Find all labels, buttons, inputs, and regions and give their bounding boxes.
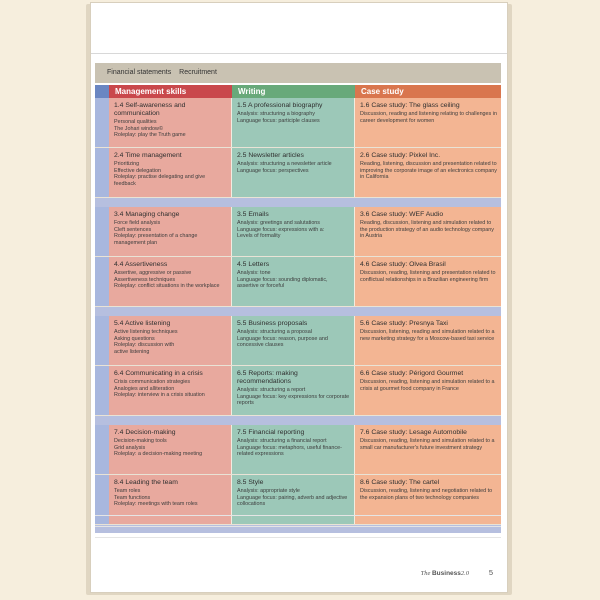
unit-detail: Asking questions	[114, 335, 155, 342]
case-study-cell	[355, 366, 501, 415]
writing-cell	[232, 475, 355, 524]
footer-rule	[95, 537, 501, 538]
header-right: Recruitment	[179, 69, 217, 76]
management-cell	[109, 148, 232, 197]
unit-title: 6.5 Reports: making recommendations	[237, 370, 298, 385]
management-cell	[109, 425, 232, 474]
writing-cell	[232, 257, 355, 306]
unit-title: 3.6 Case study: WEF Audio	[360, 211, 444, 218]
contents-grid	[95, 98, 501, 533]
case-study-cell	[355, 475, 501, 524]
unit-detail: Analysis: structuring a newsletter article	[237, 161, 332, 167]
writing-cell	[232, 207, 355, 256]
unit-title: 3.4 Managing change	[114, 211, 180, 218]
header-band	[95, 63, 501, 83]
book-page	[90, 2, 508, 593]
unit-row	[95, 475, 501, 525]
unit-detail: Analysis: greetings and salutations	[237, 220, 321, 226]
writing-cell	[232, 366, 355, 415]
unit-detail: Levels of formality	[237, 233, 281, 240]
column-stub	[95, 85, 109, 98]
management-cell	[109, 207, 232, 256]
unit-detail: active listening	[114, 348, 150, 355]
unit-detail: The Johari window©	[114, 125, 163, 132]
unit-detail: Personal qualities	[114, 119, 157, 125]
unit-title: 4.5 Letters	[237, 261, 270, 268]
management-cell	[109, 98, 232, 147]
unit-title: 2.6 Case study: Pixkel Inc.	[360, 152, 441, 159]
unit-title: 7.5 Financial reporting	[237, 429, 305, 436]
column-case-study: Case study	[355, 85, 501, 98]
unit-row	[95, 207, 501, 257]
unit-detail: Language focus: participle clauses	[237, 117, 320, 124]
case-study-cell	[355, 257, 501, 306]
row-stub	[95, 98, 109, 147]
unit-detail: Discussion, reading, listening and negotiation related to the expansion plans of two technology companies	[360, 488, 493, 501]
unit-detail: Roleplay: a decision-making meeting	[114, 451, 203, 458]
unit-detail: Effective delegation	[114, 167, 161, 174]
writing-cell	[232, 148, 355, 197]
unit-detail: Decision-making tools	[114, 438, 167, 444]
column-headers	[95, 85, 501, 98]
footer-rule	[95, 526, 501, 527]
case-study-cell	[355, 316, 501, 365]
row-stub	[95, 425, 109, 474]
unit-detail: Roleplay: practise delegating and give feedback	[114, 174, 206, 187]
unit-title: 4.4 Assertiveness	[114, 261, 168, 268]
row-stub	[95, 316, 109, 365]
footer-rule	[95, 515, 501, 516]
management-cell	[109, 257, 232, 306]
case-study-cell	[355, 148, 501, 197]
unit-title: 6.6 Case study: Périgord Gourmet	[360, 370, 464, 377]
unit-detail: Roleplay: conflict situations in the workplace	[114, 283, 220, 290]
column-writing: Writing	[232, 85, 355, 98]
unit-detail: Roleplay: presentation of a change management plan	[114, 233, 198, 246]
unit-detail: Language focus: reason, purpose and concessive clauses	[237, 335, 328, 349]
unit-detail: Reading, listening, discussion and presentation related to improving the corporate image of an electronics company in California	[360, 161, 497, 181]
header-left: Financial statements	[107, 69, 172, 76]
case-study-cell	[355, 98, 501, 147]
unit-detail: Crisis communication strategies	[114, 379, 191, 385]
unit-row	[95, 148, 501, 198]
writing-cell	[232, 98, 355, 147]
unit-title: 7.6 Case study: Lesage Automobile	[360, 429, 467, 436]
unit-detail: Language focus: expressions with a:	[237, 226, 325, 233]
unit-title: 8.4 Leading the team	[114, 479, 178, 486]
unit-detail: Roleplay: play the Truth game	[114, 132, 186, 139]
unit-detail: Discussion, reading, listening and simulation related to a crisis at gourmet food company in France	[360, 379, 495, 392]
unit-detail: Analysis: structuring a financial report	[237, 438, 327, 444]
page-number: 5	[488, 568, 493, 577]
unit-detail: Roleplay: interview in a crisis situation	[114, 392, 205, 399]
unit-detail: Language focus: pairing, adverb and adjective collocations	[237, 494, 348, 508]
unit-detail: Roleplay: discussion with	[114, 342, 175, 349]
unit-detail: Analysis: appropriate style	[237, 488, 300, 494]
unit-detail: Active listening techniques	[114, 329, 178, 335]
unit-detail: Language focus: perspectives	[237, 167, 309, 174]
unit-row	[95, 257, 501, 307]
unit-detail: Discussion, listening, reading and simulation related to a new marketing strategy for a Moscow-based taxi service	[360, 329, 495, 342]
unit-detail: Force field analysis	[114, 220, 161, 226]
unit-title: 5.6 Case study: Presnya Taxi	[360, 320, 448, 327]
writing-cell	[232, 425, 355, 474]
management-cell	[109, 316, 232, 365]
unit-detail: Cleft sentences	[114, 226, 152, 233]
column-management: Management skills	[109, 85, 232, 98]
unit-row	[95, 425, 501, 475]
unit-title: 8.5 Style	[237, 479, 264, 486]
unit-title: 2.4 Time management	[114, 152, 182, 159]
unit-title: 8.6 Case study: The cartel	[360, 479, 440, 486]
unit-detail: Reading, discussion, listening and simulation related to the production strategy of an audio technology company in Austria	[360, 220, 494, 240]
unit-title: 1.5 A professional biography	[237, 102, 323, 109]
unit-detail: Language focus: sounding diplomatic, assertive or forceful	[237, 276, 328, 290]
unit-detail: Discussion, reading, listening and simulation related to a small car manufacturer's future investment strategy	[360, 438, 495, 451]
unit-detail: Language focus: key expressions for corporate reports	[237, 393, 350, 407]
unit-title: 4.6 Case study: Olvea Brasil	[360, 261, 446, 268]
unit-title: 5.4 Active listening	[114, 320, 171, 327]
case-study-cell	[355, 207, 501, 256]
unit-detail: Roleplay: meetings with team roles	[114, 501, 198, 508]
unit-row	[95, 316, 501, 366]
unit-detail: Team roles	[114, 488, 141, 494]
unit-detail: Discussion, reading, listening and presentation related to conflictual relationships in a Brazilian engineering firm	[360, 270, 496, 283]
page-footer	[421, 568, 493, 577]
row-stub	[95, 257, 109, 306]
unit-row	[95, 98, 501, 148]
unit-title: 2.5 Newsletter articles	[237, 152, 304, 159]
row-stub	[95, 366, 109, 415]
case-study-cell	[355, 425, 501, 474]
unit-detail: Assertive, aggressive or passive	[114, 270, 192, 276]
section-separator	[95, 307, 501, 316]
unit-detail: Grid analysis	[114, 444, 146, 451]
unit-title: 7.4 Decision-making	[114, 429, 176, 436]
unit-detail: Analysis: structuring a proposal	[237, 329, 312, 335]
brand-logo: The Business2.0	[420, 570, 470, 577]
row-stub	[95, 207, 109, 256]
unit-row	[95, 366, 501, 416]
unit-detail: Analysis: structuring a report	[237, 387, 306, 393]
unit-detail: Analysis: structuring a biography	[237, 111, 315, 117]
section-separator	[95, 198, 501, 207]
unit-title: 5.5 Business proposals	[237, 320, 308, 327]
management-cell	[109, 475, 232, 524]
unit-detail: Analysis: tone	[237, 270, 271, 276]
unit-detail: Assertiveness techniques	[114, 276, 176, 283]
unit-title: 6.4 Communicating in a crisis	[114, 370, 203, 377]
row-stub	[95, 148, 109, 197]
unit-detail: Prioritizing	[114, 161, 140, 167]
unit-detail: Discussion, reading and listening relating to challenges in career development for women	[360, 111, 497, 124]
writing-cell	[232, 316, 355, 365]
unit-detail: Language focus: metaphors, useful finance-related expressions	[237, 444, 342, 458]
unit-title: 3.5 Emails	[237, 211, 269, 218]
unit-title: 1.6 Case study: The glass ceiling	[360, 102, 460, 109]
management-cell	[109, 366, 232, 415]
top-rule	[91, 53, 507, 54]
unit-detail: Analogies and alliteration	[114, 385, 175, 392]
unit-title: 1.4 Self-awareness and communication	[114, 102, 186, 117]
section-separator	[95, 416, 501, 425]
row-stub	[95, 475, 109, 524]
unit-detail: Team functions	[114, 494, 151, 501]
